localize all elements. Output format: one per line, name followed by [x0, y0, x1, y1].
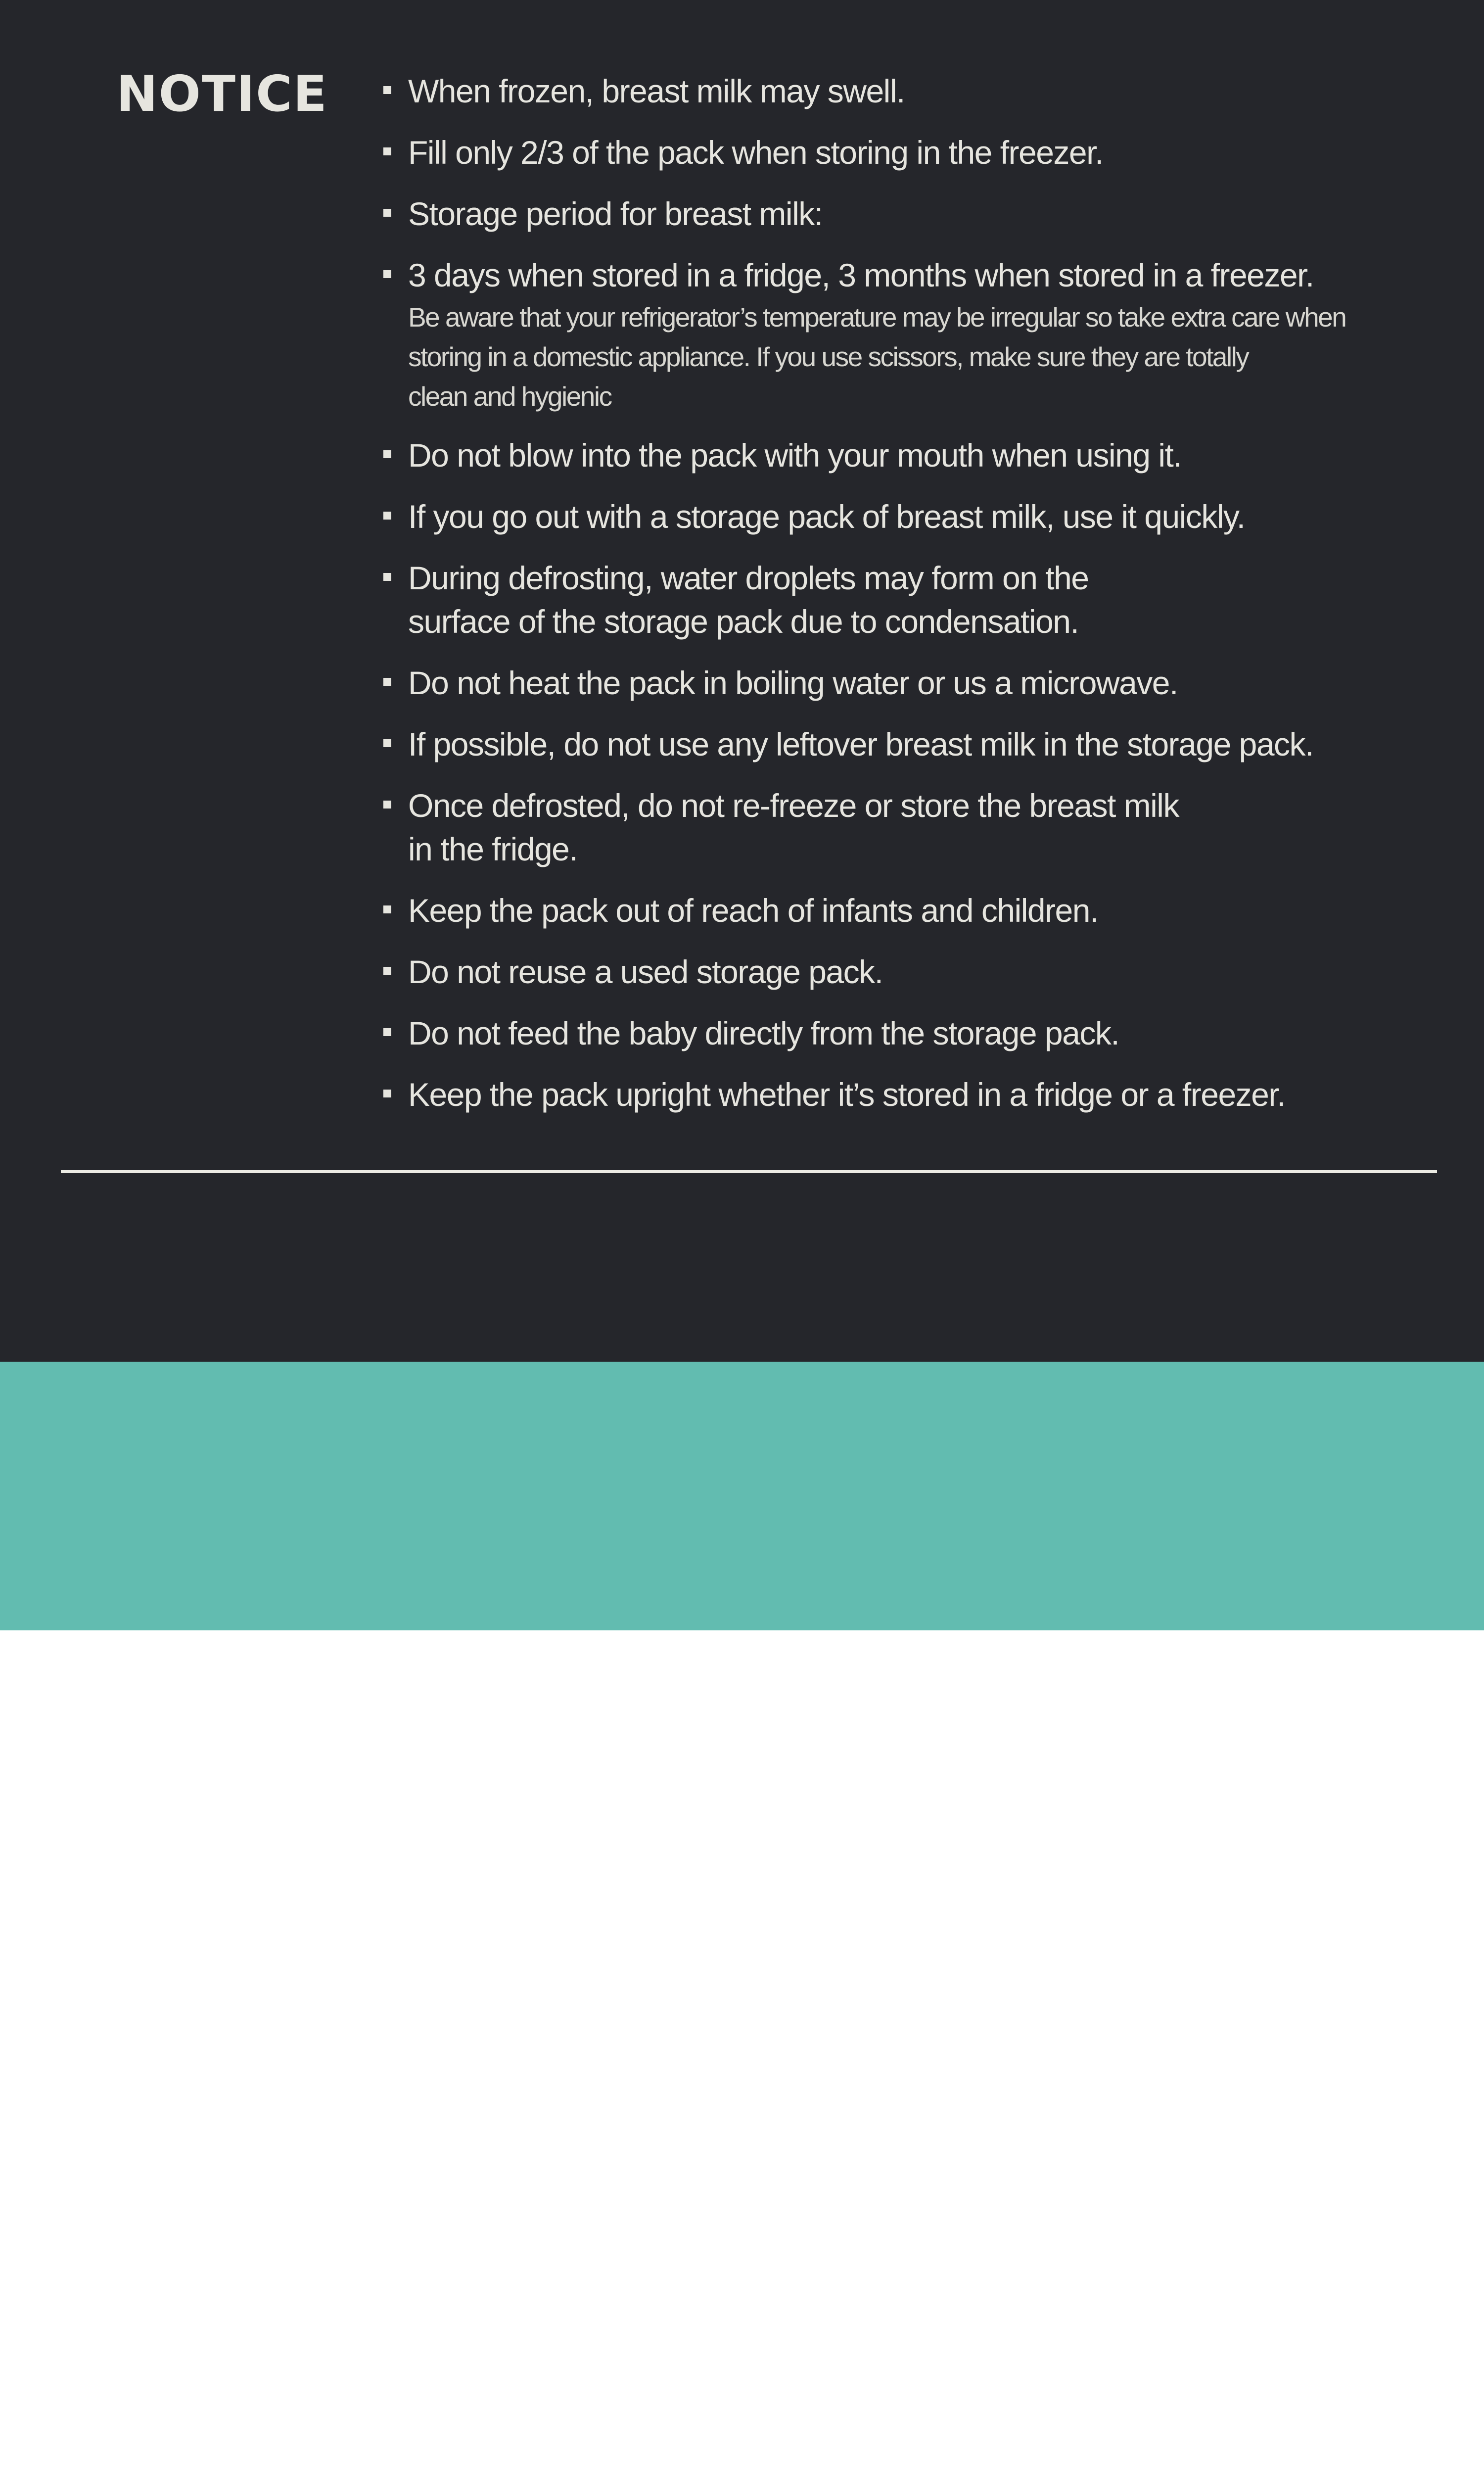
notice-item-text: Do not feed the baby directly from the storage pack.: [408, 1015, 1119, 1051]
notice-item-text: 3 days when stored in a fridge, 3 months when stored in a freezer.: [408, 257, 1314, 293]
bullet-icon: [383, 678, 391, 686]
storage-note-line: clean and hygienic: [408, 381, 611, 412]
notice-item: [383, 661, 1447, 705]
bullet-icon: [383, 801, 391, 809]
bullet-icon: [383, 1028, 391, 1036]
notice-item: [383, 950, 1447, 994]
storage-note-line: storing in a domestic appliance. If you use scissors, make sure they are totally: [408, 341, 1249, 372]
notice-item-text: Keep the pack out of reach of infants and children.: [408, 892, 1098, 929]
notice-item-text: Do not heat the pack in boiling water or us a microwave.: [408, 665, 1178, 701]
notice-item: [383, 784, 1447, 871]
notice-item: [383, 192, 1447, 236]
notice-item: [383, 69, 1447, 113]
section-divider: [61, 1170, 1437, 1173]
bullet-icon: [383, 450, 391, 458]
notice-item-line: in the fridge.: [408, 831, 578, 867]
notice-item-line: During defrosting, water droplets may form on the: [408, 560, 1089, 596]
storage-note-line: Be aware that your refrigerator’s temperature may be irregular so take extra care when: [408, 302, 1346, 333]
notice-item: [383, 722, 1447, 766]
notice-item-text: Do not blow into the pack with your mouth when using it.: [408, 437, 1182, 474]
notice-item: [383, 889, 1447, 932]
notice-item-line: Once defrosted, do not re-freeze or store the breast milk: [408, 787, 1179, 824]
notice-item: [383, 131, 1447, 174]
bullet-icon: [383, 967, 391, 975]
notice-item-text: Keep the pack upright whether it’s stored in a fridge or a freezer.: [408, 1076, 1286, 1113]
notice-item-text: Fill only 2/3 of the pack when storing in the freezer.: [408, 134, 1103, 171]
notice-item: [383, 253, 1447, 416]
bullet-icon: [383, 86, 391, 94]
notice-item: [383, 1073, 1447, 1116]
notice-heading: NOTICE: [116, 65, 328, 123]
bullet-icon: [383, 905, 391, 913]
bullet-icon: [383, 573, 391, 581]
notice-item: [383, 1011, 1447, 1055]
bullet-icon: [383, 1090, 391, 1097]
bullet-icon: [383, 512, 391, 520]
bullet-icon: [383, 739, 391, 747]
notice-item-text: If you go out with a storage pack of breast milk, use it quickly.: [408, 498, 1245, 535]
notice-item-text: When frozen, breast milk may swell.: [408, 73, 905, 109]
notice-item-line: surface of the storage pack due to condensation.: [408, 603, 1079, 640]
notice-item: [383, 556, 1447, 643]
notice-item-text: Do not reuse a used storage pack.: [408, 953, 883, 990]
bullet-icon: [383, 209, 391, 217]
notice-item: [383, 495, 1447, 538]
notice-item: [383, 433, 1447, 477]
notice-item-text: Storage period for breast milk:: [408, 195, 823, 232]
notice-list: [383, 69, 1447, 1134]
notice-item-text: If possible, do not use any leftover breast milk in the storage pack.: [408, 726, 1313, 762]
bullet-icon: [383, 147, 391, 155]
bullet-icon: [383, 270, 391, 278]
brand-footer: [0, 1362, 1484, 1630]
